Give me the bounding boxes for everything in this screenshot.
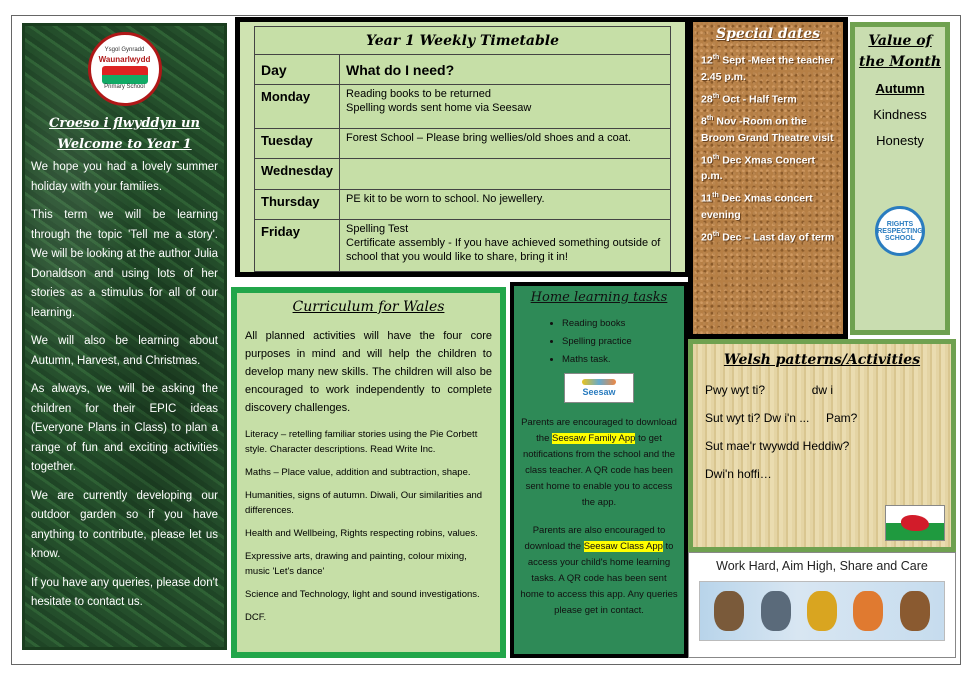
welsh-title: Welsh patterns/Activities <box>723 352 921 368</box>
date-item: 10th Dec Xmas Concert p.m. <box>701 153 816 182</box>
need-cell: Spelling Test Certificate assembly - If you have achieved something outside of school that you would like to share, bring it in! <box>340 220 671 272</box>
welsh-flag-icon <box>885 505 945 541</box>
curriculum-lead: All planned activities will have the four core purposes in mind and will help the children to develop many new skills. The children will also be encouraged to work independently to complete discovery challenges. <box>245 330 492 414</box>
welcome-paragraph: If you have any queries, please don't hesitate to contact us. <box>31 576 218 608</box>
value-of-month-panel <box>850 22 950 335</box>
seesaw-class-paragraph: Parents are also encouraged to download the Seesaw Class App to access your child's home learning tasks. A QR code has been sent home to access this app. Any queries please get in contact. <box>520 525 678 616</box>
seesaw-family-paragraph: Parents are encouraged to download the Seesaw Family App to get notifications from the school and the class teacher. A QR code has been sent home to enable you to access the app. <box>521 417 677 508</box>
welcome-paragraph: We hope you had a lovely summer holiday with your families. <box>31 161 218 193</box>
curriculum-item: DCF. <box>245 612 267 623</box>
welcome-paragraph: As always, we will be asking the children for their EPIC ideas (Everyone Plans in Class) to plan a range of fun and exciting activities together. <box>31 383 218 473</box>
seesaw-logo-icon: Seesaw <box>564 373 634 403</box>
timetable-title: Year 1 Weekly Timetable <box>255 27 671 55</box>
list-item: • Spelling practice <box>562 333 678 351</box>
table-row <box>255 129 671 159</box>
welsh-phrase: Sut mae'r twywdd Heddiw? <box>705 439 850 453</box>
welsh-phrase: Pwy wyt ti? dw i <box>705 383 834 397</box>
value-item: Honesty <box>876 133 924 148</box>
character-icon <box>714 591 744 631</box>
column-header-day: Day <box>255 55 340 85</box>
date-item: 11th Dec Xmas concert evening <box>701 192 813 221</box>
welcome-paragraph: We will also be learning about Autumn, Harvest, and Christmas. <box>31 335 218 367</box>
curriculum-item: Health and Wellbeing, Rights respecting robins, values. <box>245 528 478 539</box>
need-cell: Forest School – Please bring wellies/old shoes and a coat. <box>340 129 671 159</box>
day-cell: Wednesday <box>255 159 340 190</box>
rights-respecting-badge-icon: RIGHTS RESPECTING SCHOOL <box>875 206 925 256</box>
need-cell: Reading books to be returned Spelling words sent home via Seesaw <box>340 85 671 129</box>
table-row <box>255 190 671 220</box>
day-cell: Tuesday <box>255 129 340 159</box>
curriculum-item: Maths – Place value, addition and subtraction, shape. <box>245 467 471 478</box>
welsh-phrase: Sut wyt ti? Dw i'n ... Pam? <box>705 411 858 425</box>
date-item: 28th Oct - Half Term <box>701 92 797 105</box>
welsh-patterns-panel <box>688 339 956 552</box>
character-icon <box>853 591 883 631</box>
welsh-phrase: Dwi'n hoffi… <box>705 467 772 481</box>
curriculum-item: Literacy – retelling familiar stories using the Pie Corbett style. Character descriptions. Read Write Inc. <box>245 429 478 455</box>
curriculum-item: Science and Technology, light and sound investigations. <box>245 589 480 600</box>
home-learning-title: Home learning tasks <box>530 290 668 305</box>
list-item: • Maths task. <box>562 351 678 369</box>
welcome-panel <box>22 23 227 650</box>
need-cell: PE kit to be worn to school. No jewellery. <box>340 190 671 220</box>
character-icon <box>900 591 930 631</box>
value-title: Value of the Month <box>858 33 942 70</box>
motto-panel <box>688 552 956 658</box>
value-item: Kindness <box>873 107 927 122</box>
date-item: 12th Sept -Meet the teacher 2.45 p.m. <box>701 54 835 83</box>
date-item: 8th Nov -Room on the Broom Grand Theatre visit <box>701 115 834 144</box>
character-icon <box>761 591 791 631</box>
timetable-table <box>254 26 671 272</box>
day-cell: Monday <box>255 85 340 129</box>
table-row <box>255 159 671 190</box>
special-dates-title: Special dates <box>715 26 821 42</box>
day-cell: Thursday <box>255 190 340 220</box>
welcome-paragraph: This term we will be learning through the topic 'Tell me a story'. We will be looking at the author Julia Donaldson and using lots of her stories as a stimulus for all of our learning. <box>31 209 218 319</box>
curriculum-item: Humanities, signs of autumn. Diwali, Our similarities and differences. <box>245 490 483 516</box>
greeting-english: Welcome to Year 1 <box>57 137 192 152</box>
curriculum-item: Expressive arts, drawing and painting, colour mixing, music 'Let's dance' <box>245 551 467 577</box>
table-row <box>255 85 671 129</box>
column-header-need: What do I need? <box>340 55 671 85</box>
greeting-welsh: Croeso i flwyddyn un <box>49 116 200 131</box>
curriculum-title: Curriculum for Wales <box>292 299 445 315</box>
list-item: • Reading books <box>562 315 678 333</box>
welcome-paragraph: We are currently developing our outdoor garden so if you have anything to contribute, please let us know. <box>31 489 218 560</box>
character-icon <box>807 591 837 631</box>
special-dates-panel <box>688 17 848 339</box>
school-motto: Work Hard, Aim High, Share and Care <box>716 559 928 573</box>
school-logo: Ysgol Gynradd Waunarlwydd Primary School <box>88 32 162 106</box>
day-cell: Friday <box>255 220 340 272</box>
curriculum-panel <box>231 287 506 658</box>
value-season: Autumn <box>875 81 925 96</box>
home-learning-panel <box>510 282 688 658</box>
motto-characters-image <box>699 581 945 641</box>
task-list <box>520 315 678 369</box>
table-row <box>255 220 671 272</box>
need-cell <box>340 159 671 190</box>
date-item: 20th Dec – Last day of term <box>701 230 835 243</box>
weekly-timetable <box>235 17 690 277</box>
logo-emblem <box>102 66 148 84</box>
